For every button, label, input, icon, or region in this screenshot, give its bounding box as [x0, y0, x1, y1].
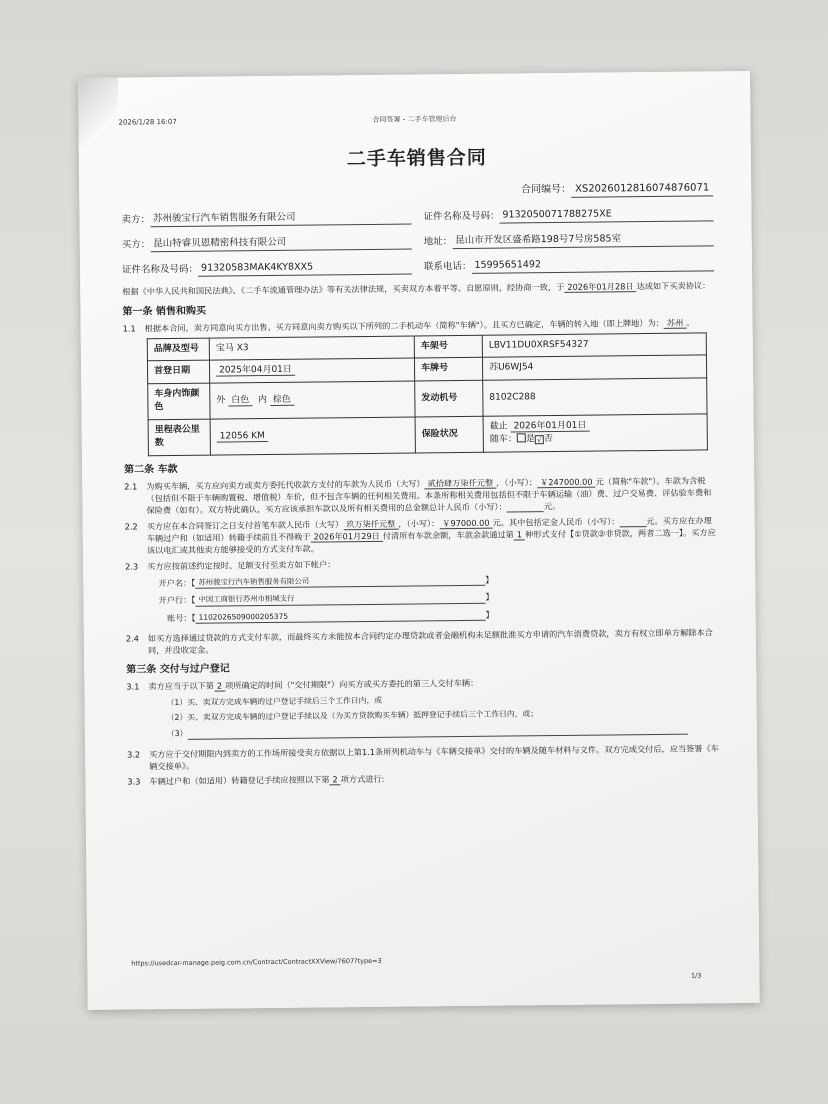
buyer-row: [122, 231, 714, 252]
clause-text: 买方应于交付期限内到卖方的工作场所接受卖方依据以上第1.1条所列机动车与《车辆交接单》交付的车辆及随车材料与文件。双方完成交付后，应当签署《车辆交接单》。: [149, 743, 719, 772]
mileage-value: 12056 KM: [217, 431, 268, 443]
contract-title: 二手车销售合同: [346, 146, 487, 171]
preamble-date: 2026年01月28日: [564, 281, 636, 293]
checkbox-yes[interactable]: [517, 434, 526, 443]
seller-name: 苏州骏宝行汽车销售服务有限公司: [150, 209, 412, 227]
clause-text: 买方应按前述约定按时、足额支付至卖方如下帐户：: [147, 558, 336, 571]
seller-id: 9132050071788275XE: [499, 206, 713, 223]
article-3-title: 第三条 交付与过户登记: [126, 663, 230, 676]
contract-page: [78, 71, 760, 1010]
clause-end: 。: [686, 317, 695, 328]
engine-value: 8102C288: [483, 378, 707, 416]
first-reg-value: 2025年04月01日: [216, 365, 295, 377]
buyer-id: 91320583MAK4KY8XX5: [198, 260, 412, 277]
deposit-blank: [619, 516, 646, 527]
clause-number: 3.1: [126, 681, 140, 692]
insurance-follow-label: 随车：: [489, 434, 517, 446]
total-blank: [507, 502, 544, 513]
first-reg-label: 首登日期: [147, 360, 209, 383]
insurance-label: 保险状况: [415, 416, 483, 453]
buyer-phone: 15995651492: [471, 256, 714, 274]
clause-2-1: [124, 474, 716, 517]
clause-2-2: [125, 514, 717, 557]
contract-number-value: XS2026012816074876071: [571, 180, 713, 197]
interior-label: 内: [257, 394, 268, 405]
color-label: 车身内饰颜色: [148, 383, 210, 420]
buyer-id-row: [122, 256, 714, 277]
page-corner-shadow: [78, 78, 119, 148]
option-number: （3）: [166, 728, 188, 739]
plate-value: 苏U6WJ54: [482, 355, 706, 380]
clause-text: 种形式支付【①贷款②非贷款，两者二选一】。买方应该以电汇或其他卖方能够接受的方式支付车款。: [146, 527, 716, 556]
delivery-option: 2: [214, 681, 225, 692]
exterior-color: 白色: [228, 395, 252, 406]
vehicle-info-table: [147, 332, 708, 456]
delivery-option-1: （1）买、卖双方完成车辆的过户登记手续后三个工作日内，或: [166, 695, 383, 707]
clause-number: 3.2: [127, 749, 141, 760]
insurance-until-label: 截止: [489, 421, 508, 432]
exterior-label: 外: [216, 395, 226, 406]
vin-label: 车架号: [414, 335, 482, 358]
brand-label: 品牌及型号: [147, 338, 209, 361]
bank-label: 开户行：【: [158, 595, 196, 606]
payment-way: 1: [514, 529, 525, 540]
clause-text: 元。买方应在办理车辆过户和（如适用）转籍手续前且不得晚于: [146, 515, 712, 544]
buyer-id-label: 证件名称及号码：: [121, 263, 199, 276]
seller-row: [121, 206, 713, 227]
bracket: 】: [485, 609, 494, 620]
seller-label: 卖方：: [121, 213, 151, 226]
clause-3-2: [127, 742, 719, 773]
clause-1-1: [123, 316, 715, 334]
delivery-option-2: （2）买、卖双方完成车辆的过户登记手续以及（为买方贷款购买车辆）抵押登记手续后三个工作日内，或；: [166, 709, 539, 723]
clause-3-1: [126, 675, 718, 693]
checkbox-yes-label: 是: [525, 434, 535, 445]
clause-text: ，（小写）：: [398, 517, 440, 529]
buyer-address-label: 地址：: [423, 235, 453, 248]
clause-number: 2.2: [124, 521, 138, 532]
contract-number: [121, 180, 713, 202]
delivery-option-3: [167, 722, 719, 739]
clause-text: 元。: [543, 501, 561, 512]
transfer-city: 苏州: [664, 317, 687, 328]
engine-label: 发动机号: [415, 380, 483, 417]
buyer-address: 昆山市开发区盛希路198号7号房585室: [452, 231, 714, 249]
price-upper: 贰拾肆万柒仟元整: [425, 477, 497, 489]
mileage-label: 里程表公里数: [148, 419, 210, 456]
first-payment-upper: 玖万柒仟元整: [343, 518, 398, 530]
clause-2-3: [125, 554, 718, 624]
buyer-name: 昆山特睿贝恩精密科技有限公司: [150, 234, 412, 252]
clause-text: 如买方选择通过贷款的方式支付车款，而最终买方未能按本合同约定办理贷款或者金融机构未足额批准买方申请的汽车消费贷款，卖方有权立即单方解除本合同，并没收定金。: [147, 627, 713, 656]
article-2-title: 第二条 车款: [124, 463, 178, 476]
clause-number: 3.3: [127, 776, 141, 787]
clause-text: 项所确定的时间（"交付期限"）向买方或买方委托的第三人交付车辆：: [225, 678, 479, 691]
clause-text: 元（简称"车款"）。车款为含税（包括但不限于车辆购置税、增值税）车价，但不包含车辆的任何相关费用。本条所称相关费用包括但不限于车辆运输（油）费、过户交易费、评估验车费和保险费（如有）。双方特此确认，买方应该承担车款以及所有相关费用的总金额总计人民币（小写）：: [146, 475, 712, 516]
preamble: [122, 280, 714, 298]
clause-text: 根据本合同，卖方同意向买方出售、买方同意向卖方购买以下所列的二手机动车（简称"车辆"）。且买方已确定，车辆的转入地（即上牌地）为：: [144, 317, 664, 333]
preamble-tail: 达成如下买卖协议：: [636, 280, 711, 292]
article-1-title: 第一条 销售和购买: [122, 305, 206, 318]
clause-text: 车辆过户和（如适用）转籍登记手续应按照以下第: [149, 774, 330, 787]
clause-text: 付清所有车款余额，车款余款通过第: [382, 529, 514, 541]
clause-number: 2.3: [125, 561, 139, 572]
page-number: 1/3: [690, 971, 702, 980]
clause-text: 卖方应当于以下第: [148, 681, 214, 692]
blank-line: [187, 725, 687, 739]
page-url: https://usedcar-manage.paig.com.cn/Contract/ContractXXView/7607?type=3: [131, 957, 382, 968]
checkbox-no-checked[interactable]: √: [535, 435, 544, 444]
transfer-option: 2: [329, 775, 340, 786]
clause-2-4: [126, 626, 718, 657]
balance-due-date: 2026年01月29日: [311, 531, 383, 543]
buyer-phone-label: 联系电话：: [423, 260, 472, 273]
first-payment-amount: ￥97000.00: [439, 517, 492, 529]
seller-id-label: 证件名称及号码：: [423, 210, 500, 222]
account-name-label: 开户名：【: [158, 577, 196, 589]
print-datetime: 2026/1/28 16:07: [118, 117, 177, 127]
brand-value: 宝马 X3: [209, 336, 414, 361]
clause-3-3: [127, 770, 719, 788]
contract-number-label: 合同编号：: [521, 183, 572, 195]
buyer-label: 买方：: [121, 239, 151, 251]
insurance-until: 2026年01月01日: [511, 421, 590, 433]
checkbox-no-label: 否: [543, 434, 553, 445]
table-row: [148, 414, 707, 456]
bracket: 】: [485, 574, 494, 585]
account-number: 1102026509000205375: [196, 608, 486, 623]
clause-number: 2.1: [124, 481, 138, 492]
plate-label: 车牌号: [414, 358, 482, 381]
interior-color: 棕色: [270, 394, 294, 405]
clause-number: 2.4: [125, 633, 139, 644]
table-row: [148, 378, 707, 420]
bracket: 】: [485, 591, 494, 602]
clause-number: 1.1: [122, 322, 136, 334]
clause-text: 买方应在本合同签订之日支付首笔车款人民币（大写）: [146, 518, 344, 532]
price-amount: ￥247000.00: [537, 476, 596, 488]
bank-name: 中国工商银行苏州市相城支行: [195, 591, 485, 606]
clause-text: ，（小写）：: [496, 477, 538, 488]
vin-value: LBV11DU0XRSF54327: [482, 333, 706, 358]
preamble-text: 根据《中华人民共和国民法典》、《二手车流通管理办法》等有关法律法规，买卖双方本着平等、自愿原则，经协商一致，于: [122, 282, 565, 297]
clause-text: 为购买车辆，买方应向卖方或卖方委托代收款方支付的车款为人民币（大写）: [146, 478, 425, 492]
account-number-label: 账号：【: [166, 612, 196, 623]
clause-text: 项方式进行:: [340, 774, 385, 785]
print-header-title: 合同签署 - 二手车管理后台: [372, 115, 457, 124]
clause-text: 元。其中包括定金人民币（小写）：: [492, 516, 620, 528]
account-name: 苏州骏宝行汽车销售服务有限公司: [195, 574, 485, 589]
